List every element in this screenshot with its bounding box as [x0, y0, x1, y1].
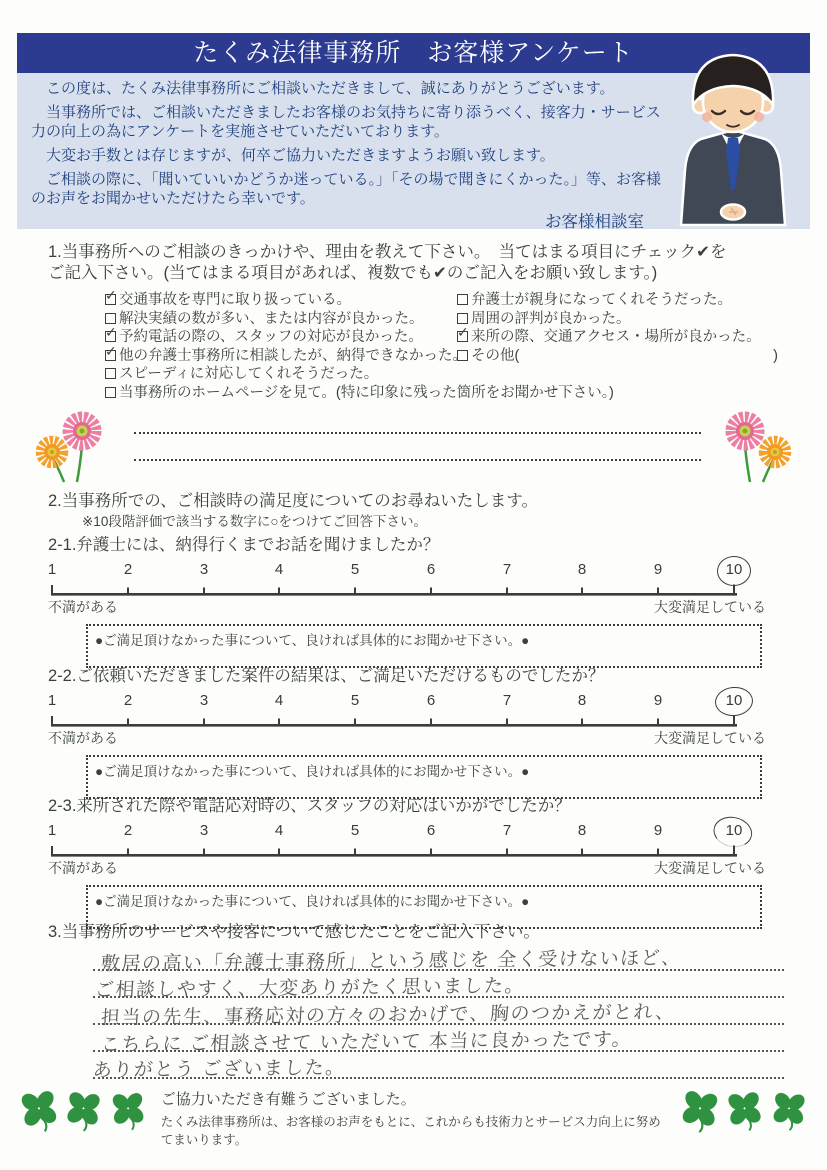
scale-number[interactable]: 2: [123, 561, 133, 578]
rating-scale: [47, 822, 766, 929]
checkbox[interactable]: [105, 324, 117, 342]
checkbox[interactable]: [457, 324, 469, 342]
intro-paragraph: 大変お手数とは存じますが、何卒ご協力いただきますようお願い致します。: [46, 147, 555, 164]
scale-number[interactable]: 8: [577, 692, 587, 709]
scale-numbers: [47, 692, 743, 713]
q1-options: [105, 287, 780, 403]
footer-text: [161, 1088, 673, 1148]
comment-prompt: ●ご満足頂けなかった事について、良ければ具体的にお聞かせ下さい。●: [95, 764, 530, 779]
scale-number[interactable]: 4: [274, 561, 284, 578]
flower-decoration-right: [707, 404, 807, 486]
rating-scale: [47, 692, 766, 799]
scale-number[interactable]: 1: [47, 822, 57, 839]
scale-label-max: 大変満足している: [654, 599, 766, 615]
answer-line: [93, 1025, 784, 1056]
scale-numbers: [47, 822, 743, 843]
handwritten-text: ありがとう ございました。: [92, 1057, 347, 1082]
question-2-2-block: [48, 662, 780, 799]
checkbox[interactable]: [105, 313, 116, 324]
handwritten-text: ご相談しやすく、大変ありがたく思いました。: [94, 975, 526, 1002]
rating-scale: [47, 561, 766, 668]
scale-number[interactable]: 4: [274, 822, 284, 839]
scale-number[interactable]: 10: [725, 561, 743, 578]
question-2-3-block: [48, 792, 780, 929]
checkbox-option[interactable]: [105, 384, 614, 403]
answer-line: [93, 944, 784, 976]
footer-message: たくみ法律事務所は、お客様のお声をもとに、これからも技術力とサービス力向上に努めてまいります。: [160, 1115, 661, 1147]
other-close-paren: ): [773, 347, 778, 364]
scale-number[interactable]: 6: [426, 822, 436, 839]
scale-labels: [48, 858, 766, 878]
handwritten-answer-area: [92, 944, 784, 1082]
scale-number[interactable]: 8: [577, 561, 587, 578]
checkbox[interactable]: [105, 287, 117, 305]
comment-prompt: ●ご満足頂けなかった事について、良ければ具体的にお聞かせ下さい。●: [95, 894, 530, 909]
checkbox-option-other[interactable]: [457, 347, 780, 366]
checkbox-label: 当事務所のホームページを見て。(特に印象に残った箇所をお聞かせ下さい。): [119, 384, 614, 401]
scale-numbers: [47, 561, 743, 582]
free-memo-lines: [134, 404, 701, 461]
q1-heading-line2: ご記入下さい。(当てはまる項目があれば、複数でも✔のご記入をお願い致します。): [48, 264, 658, 282]
q1-heading-line1: 1.当事務所へのご相談のきっかけや、理由を教えて下さい。 当てはまる項目にチェック✔を: [48, 243, 727, 261]
checkbox-label: その他(: [471, 347, 520, 364]
q2-heading: 2.当事務所での、ご相談時の満足度についてのお尋ねいたします。: [48, 492, 538, 510]
selected-rating-circle: [714, 685, 754, 717]
scale-number[interactable]: 2: [123, 692, 133, 709]
scale-number[interactable]: 9: [653, 692, 663, 709]
checkbox[interactable]: [105, 387, 116, 398]
checkbox[interactable]: [105, 342, 117, 361]
scale-number[interactable]: 7: [502, 692, 512, 709]
clover-decoration-right: [679, 1086, 812, 1136]
checkbox-label: 解決実績の数が多い、または内容が良かった。: [119, 310, 424, 327]
q2-note: ※10段階評価で該当する数字に○をつけてご回答下さい。: [82, 514, 427, 529]
q2-3-heading: 2-3.来所された際や電話応対時の、スタッフの対応はいかがでしたか？: [48, 797, 571, 815]
checkbox-option[interactable]: [457, 310, 780, 329]
check-mark: ✓: [105, 324, 117, 341]
scale-number[interactable]: 5: [350, 692, 360, 709]
handwritten-text: 敷居の高い「弁護士事務所」という感じを 全く受けないほど、: [100, 947, 683, 976]
flower-decoration-left: [20, 404, 120, 486]
question-2-1-block: [48, 531, 780, 668]
checkbox-label: 他の弁護士事務所に相談したが、納得できなかった。: [119, 347, 467, 364]
checkbox-option[interactable]: [105, 365, 457, 384]
check-mark: ✓: [105, 342, 117, 359]
scale-labels: [48, 728, 766, 748]
form-title: たくみ法律事務所 お客様アンケート: [193, 39, 634, 67]
scale-number[interactable]: 1: [47, 692, 57, 709]
scale-number[interactable]: 7: [502, 561, 512, 578]
answer-line: [92, 1052, 784, 1082]
bowing-man-illustration: [669, 42, 797, 228]
scale-label-max: 大変満足している: [654, 860, 766, 876]
checkbox-option[interactable]: [105, 342, 467, 366]
scale-number[interactable]: 7: [502, 822, 512, 839]
answer-line: [93, 971, 784, 1002]
checkbox-option[interactable]: [105, 324, 457, 347]
intro-paragraph: 当事務所では、ご相談いただきましたお客様のお気持ちに寄り添うべく、接客力・サービス力の向上の為にアンケートを実施させていただいております。: [31, 104, 661, 140]
scale-number[interactable]: 1: [47, 561, 57, 578]
intro-paragraph: この度は、たくみ法律事務所にご相談いただきまして、誠にありがとうございます。: [46, 80, 615, 97]
memo-line[interactable]: [134, 434, 701, 461]
checkbox-label: 周囲の評判が良かった。: [471, 310, 631, 327]
question-3-section: [48, 918, 784, 1082]
check-mark: ✓: [457, 324, 469, 341]
answer-line: [93, 998, 784, 1030]
scale-number[interactable]: 9: [653, 561, 663, 578]
checkbox-option[interactable]: [105, 287, 457, 310]
scale-number[interactable]: 6: [426, 561, 436, 578]
scale-axis: [48, 582, 740, 596]
checkbox[interactable]: [457, 313, 468, 324]
scale-number[interactable]: 2: [123, 822, 133, 839]
scale-number[interactable]: 5: [350, 822, 360, 839]
memo-line[interactable]: [134, 407, 701, 434]
check-mark: ✓: [105, 287, 117, 303]
scale-number[interactable]: 3: [199, 561, 209, 578]
handwritten-text: 担当の先生、事務応対の方々のおかげで、胸のつかえがとれ、: [100, 1001, 677, 1030]
checkbox-option[interactable]: [457, 324, 780, 347]
scale-number[interactable]: 10: [725, 822, 743, 839]
handwritten-text: こちらに ご相談させて いただいて 本当に良かったです。: [100, 1029, 633, 1056]
checkbox-option[interactable]: [105, 310, 457, 329]
footer-thanks: ご協力いただき有難うございました。: [160, 1091, 416, 1108]
scale-label-max: 大変満足している: [654, 730, 766, 746]
scale-number[interactable]: 8: [577, 822, 587, 839]
comment-prompt: ●ご満足頂けなかった事について、良ければ具体的にお聞かせ下さい。●: [95, 633, 530, 648]
checkbox[interactable]: [457, 350, 468, 361]
scale-axis: [48, 843, 740, 857]
scale-number[interactable]: 10: [725, 692, 743, 709]
intro-signoff: お客様相談室: [545, 213, 644, 231]
checkbox-label: 弁護士が親身になってくれそうだった。: [471, 292, 732, 308]
question-1-section: [48, 242, 780, 403]
selected-rating-circle: [716, 555, 752, 587]
q3-heading: 3.当事務所のサービスや接客について感じたことをご記入下さい。: [48, 923, 540, 941]
scale-label-min: 不満がある: [48, 599, 118, 615]
footer: [18, 1086, 812, 1148]
scale-number[interactable]: 4: [274, 692, 284, 709]
scale-number[interactable]: 9: [653, 822, 663, 839]
checkbox-label: スピーディに対応してくれそうだった。: [119, 366, 379, 383]
scale-labels: [48, 597, 766, 617]
checkbox[interactable]: [457, 294, 468, 305]
checkbox-option[interactable]: [457, 291, 780, 310]
memo-strip: [20, 404, 807, 492]
q2-2-heading: 2-2.ご依頼いただきました案件の結果は、ご満足いただけるものでしたか？: [48, 667, 605, 685]
checkbox-label: 予約電話の際の、スタッフの対応が良かった。: [119, 329, 423, 346]
scale-axis: [48, 713, 740, 727]
scale-number[interactable]: 3: [199, 692, 209, 709]
scale-number[interactable]: 5: [350, 561, 360, 578]
q2-1-heading: 2-1.弁護士には、納得行くまでお話を聞けましたか？: [48, 536, 440, 554]
checkbox-label: 交通事故を専門に取り扱っている。: [119, 292, 351, 308]
clover-decoration-left: [18, 1086, 151, 1136]
checkbox[interactable]: [105, 368, 116, 379]
scale-number[interactable]: 3: [199, 822, 209, 839]
scale-number[interactable]: 6: [426, 692, 436, 709]
checkbox-label: 来所の際、交通アクセス・場所が良かった。: [471, 329, 761, 346]
scale-label-min: 不満がある: [48, 860, 118, 876]
intro-paragraph: ご相談の際に、「聞いていいかどうか迷っている。」「その場で聞きにくかった。」等、お客様のお声をお聞かせいただけたら幸いです。: [31, 171, 662, 207]
scale-label-min: 不満がある: [48, 730, 118, 746]
